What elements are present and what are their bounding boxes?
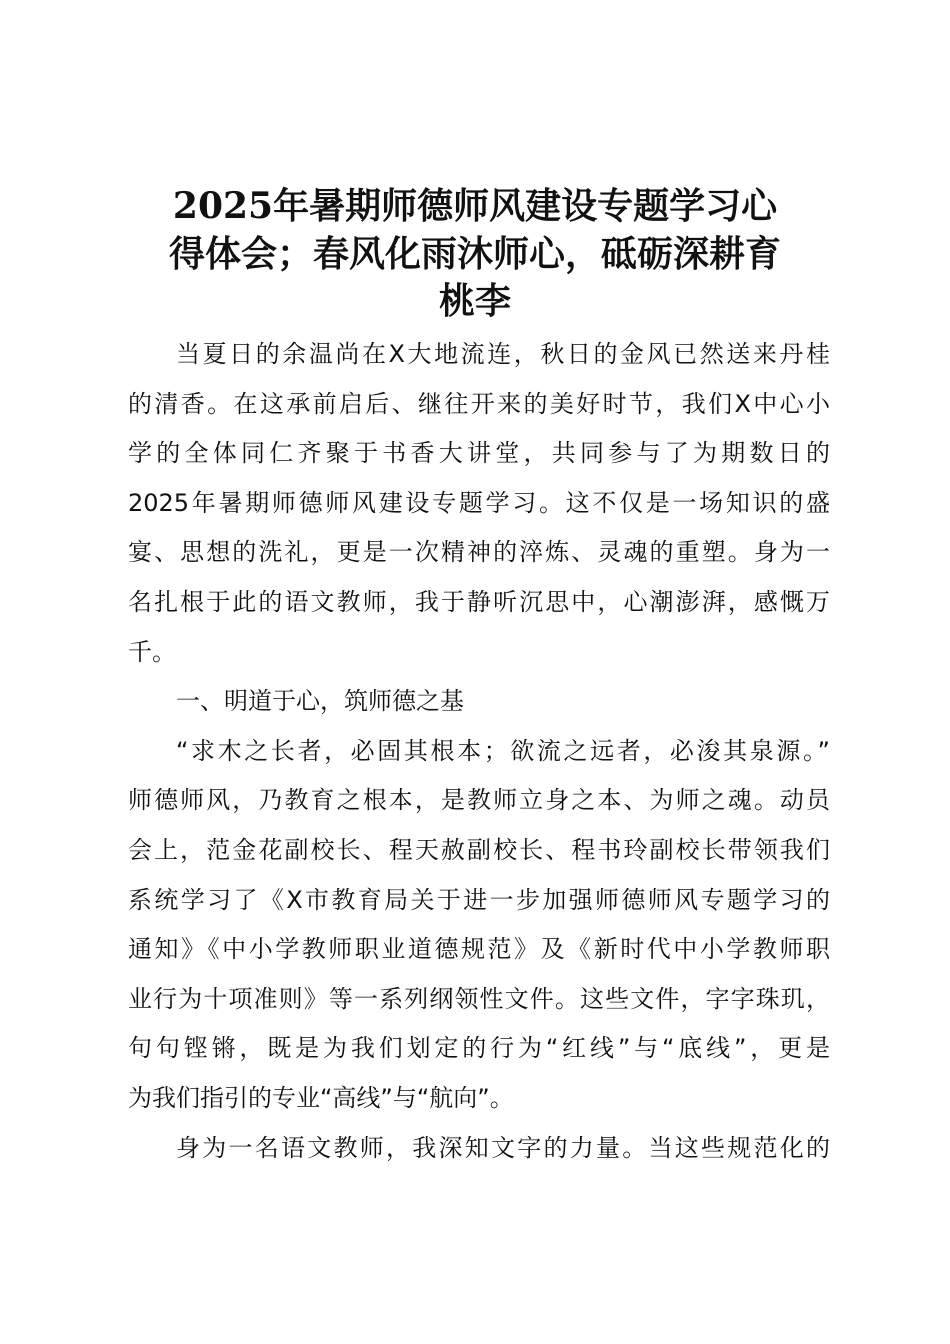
title-line: 2025年暑期师德师风建设专题学习心	[172, 185, 778, 227]
text-line: 身为一名语文教师，我深知文字的力量。当这些规范化的	[176, 1133, 830, 1162]
section-heading: 一、明道于心，筑师德之基	[176, 687, 464, 716]
text-line: 业行为十项准则》等一系列纲领性文件。这些文件，字字珠玑，	[128, 984, 830, 1013]
text-line: 会上，范金花副校长、程天赦副校长、程书玲副校长带领我们	[128, 835, 830, 864]
paragraph-intro	[128, 330, 830, 677]
document-body	[128, 330, 830, 1173]
text-line: 当夏日的余温尚在X大地流连，秋日的金风已然送来丹桂	[176, 340, 830, 368]
text-line: 为我们指引的专业“高线”与“航向”。	[128, 1083, 514, 1112]
text-line: 千。	[128, 637, 176, 666]
text-line: “求木之长者，必固其根本；欲流之远者，必浚其泉源。”	[176, 736, 830, 765]
text-line: 2025年暑期师德师风建设专题学习。这不仅是一场知识的盛	[128, 488, 830, 517]
text-line: 师德师风，乃教育之根本，是教师立身之本、为师之魂。动员	[128, 786, 830, 815]
text-line: 名扎根于此的语文教师，我于静听沉思中，心潮澎湃，感慨万	[128, 587, 830, 616]
paragraph-section-1	[128, 727, 830, 1124]
text-line: 句句铿锵，既是为我们划定的行为“红线”与“底线”，更是	[128, 1034, 830, 1063]
text-line: 学的全体同仁齐聚于书香大讲堂，共同参与了为期数日的	[128, 439, 830, 468]
document-title	[100, 183, 850, 326]
text-line: 的清香。在这承前启后、继往开来的美好时节，我们X中心小	[128, 389, 830, 418]
text-line: 通知》《中小学教师职业道德规范》及《新时代中小学教师职	[128, 935, 830, 964]
text-line: 系统学习了《X市教育局关于进一步加强师德师风专题学习的	[128, 885, 830, 914]
title-line: 得体会；春风化雨沐师心，砥砺深耕育	[168, 232, 781, 275]
paragraph-section-1b	[128, 1124, 830, 1174]
text-line: 宴、思想的洗礼，更是一次精神的淬炼、灵魂的重塑。身为一	[128, 538, 830, 567]
title-line: 桃李	[438, 280, 511, 322]
